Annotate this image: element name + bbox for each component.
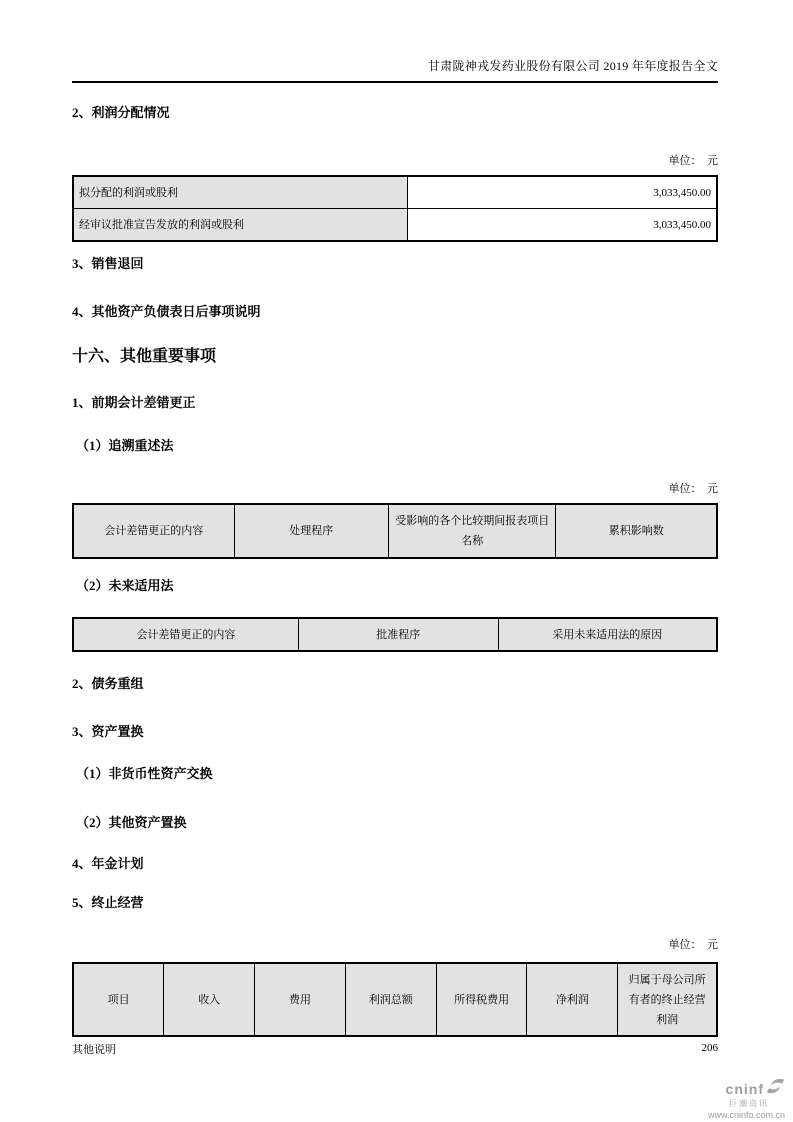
heading-debt-restructuring: 2、债务重组 bbox=[72, 676, 144, 691]
heading-asset-swap: 3、资产置换 bbox=[72, 724, 144, 739]
heading-profit-distribution: 2、利润分配情况 bbox=[72, 105, 170, 120]
row-label: 经审议批准宣告发放的利润或股利 bbox=[73, 209, 408, 242]
column-header: 所得税费用 bbox=[436, 963, 527, 1036]
heading-sales-return: 3、销售退回 bbox=[72, 256, 144, 271]
column-header: 会计差错更正的内容 bbox=[73, 504, 234, 558]
heading-prior-period-error: 1、前期会计差错更正 bbox=[72, 395, 196, 410]
other-note-text: 其他说明 bbox=[72, 1044, 116, 1056]
report-title: 甘肃陇神戎发药业股份有限公司 2019 年年度报告全文 bbox=[427, 59, 718, 73]
table-row bbox=[73, 209, 717, 242]
column-header: 利润总额 bbox=[345, 963, 436, 1036]
row-value: 3,033,450.00 bbox=[408, 209, 717, 242]
row-label: 拟分配的利润或股利 bbox=[73, 176, 408, 209]
profit-distribution-table bbox=[72, 175, 718, 242]
column-header: 项目 bbox=[73, 963, 164, 1036]
heading-annuity-plan: 4、年金计划 bbox=[72, 856, 144, 871]
heading-post-balance-sheet: 4、其他资产负债表日后事项说明 bbox=[72, 304, 261, 319]
heading-prospective: （2）未来适用法 bbox=[76, 578, 174, 593]
table-row bbox=[73, 176, 717, 209]
unit-label: 单位： 元 bbox=[668, 939, 718, 951]
heading-discontinued-operation: 5、终止经营 bbox=[72, 895, 144, 910]
column-header: 批准程序 bbox=[298, 618, 498, 651]
table-header-row bbox=[73, 504, 717, 558]
column-header: 收入 bbox=[164, 963, 255, 1036]
cninfo-logo bbox=[701, 1078, 785, 1120]
cninfo-logo-top bbox=[701, 1078, 785, 1099]
column-header: 归属于母公司所有者的终止经营利润 bbox=[618, 963, 717, 1036]
table-header-row bbox=[73, 963, 717, 1036]
column-header: 受影响的各个比较期间报表项目名称 bbox=[389, 504, 556, 558]
column-header: 费用 bbox=[255, 963, 346, 1036]
column-header: 处理程序 bbox=[234, 504, 389, 558]
column-header: 净利润 bbox=[527, 963, 618, 1036]
heading-section16: 十六、其他重要事项 bbox=[72, 348, 217, 365]
prospective-table bbox=[72, 617, 718, 652]
cninfo-logo-caption: 巨潮资讯 bbox=[729, 1099, 769, 1108]
table-header-row bbox=[73, 618, 717, 651]
row-value: 3,033,450.00 bbox=[408, 176, 717, 209]
unit-label: 单位： 元 bbox=[668, 155, 718, 167]
column-header: 采用未来适用法的原因 bbox=[498, 618, 717, 651]
page-number: 206 bbox=[701, 1042, 718, 1054]
cninfo-swirl-icon bbox=[766, 1078, 785, 1099]
column-header: 会计差错更正的内容 bbox=[73, 618, 298, 651]
page-header bbox=[72, 0, 718, 83]
cninfo-logo-url: www.cninfo.com.cn bbox=[707, 1110, 785, 1120]
discontinued-operation-table bbox=[72, 962, 718, 1037]
heading-non-monetary-exchange: （1）非货币性资产交换 bbox=[76, 766, 213, 781]
retrospective-table bbox=[72, 503, 718, 559]
heading-other-asset-swap: （2）其他资产置换 bbox=[76, 815, 187, 830]
cninfo-logo-brand: cninf bbox=[725, 1080, 764, 1097]
column-header: 累积影响数 bbox=[556, 504, 717, 558]
unit-label: 单位： 元 bbox=[668, 483, 718, 495]
heading-retrospective: （1）追溯重述法 bbox=[76, 438, 174, 453]
